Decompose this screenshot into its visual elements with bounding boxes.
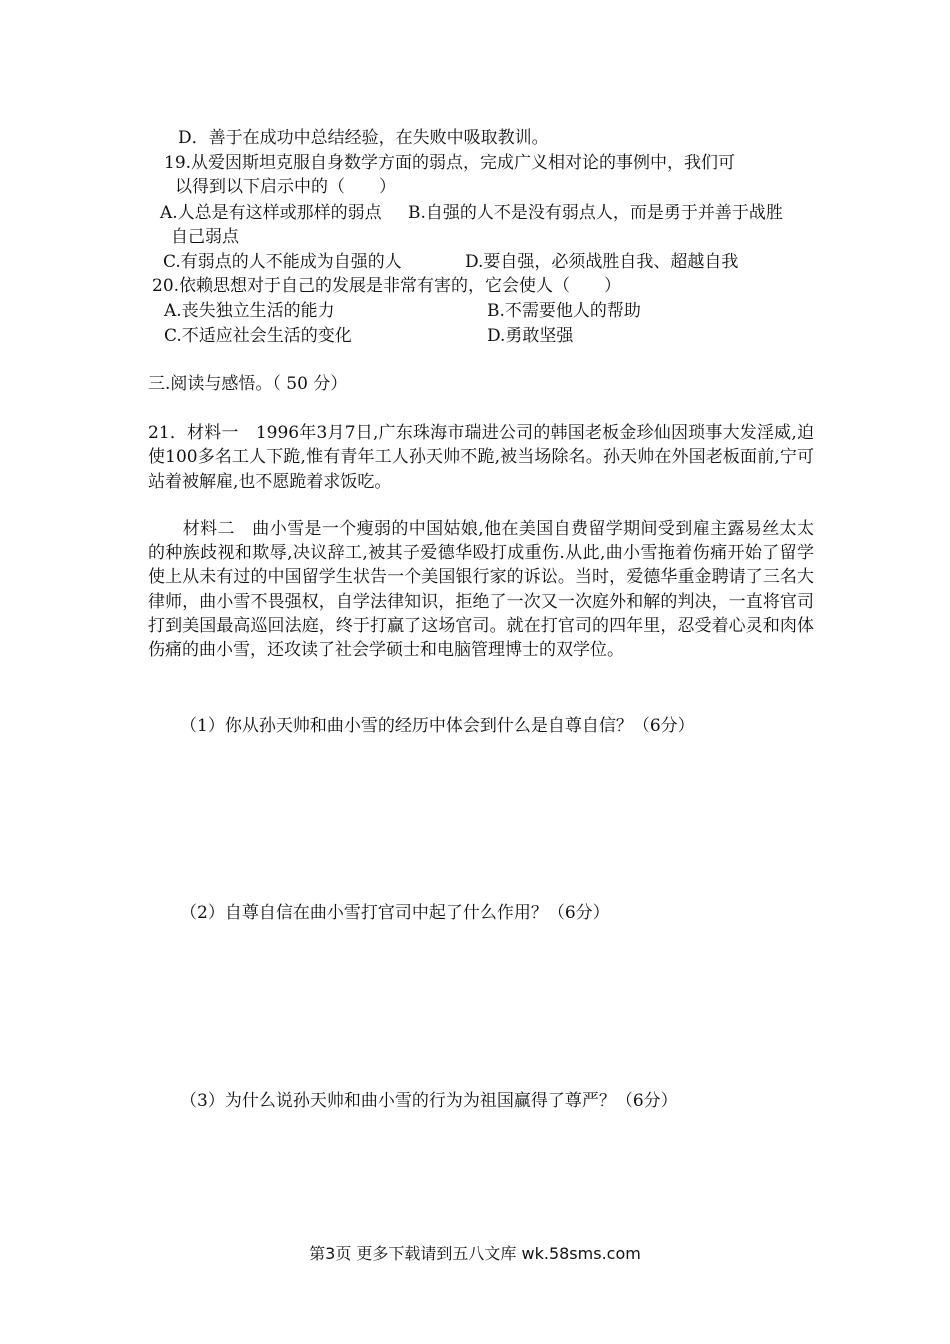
q20-option-b: B.不需要他人的帮助 [487,301,641,321]
q21-material2: 材料二 曲小雪是一个瘦弱的中国姑娘,他在美国自费留学期间受到雇主露易丝太太的种族歧视和欺辱,决议辞工,被其子爱德华殴打成重伤.从此,曲小雪拖着伤痛开始了留学使上从未有过的中国留学生状告一个美国银行家的诉讼。当时，爱德华重金聘请了三名大律师，曲小雪不畏强权，自学法律知识，拒绝了一次又一次庭外和解的判决，一直将官司打到美国最高巡回法庭，终于打赢了这场官司。就在打官司的四年里，忍受着心灵和肉体伤痛的曲小雪，还攻读了社会学硕士和电脑管理博士的双学位。 [148,519,814,661]
page-footer: 第3页 更多下载请到五八文库 wk.58sms.com [309,1244,641,1263]
q19-stem-line1: 19.从爱因斯坦克服自身数学方面的弱点，完成广义相对论的事例中，我们可 [164,153,736,173]
q21-material1: 21．材料一 1996年3月7日,广东珠海市瑞进公司的韩国老板金珍仙因琐事大发淫威,迫使100多名工人下跪,惟有青年工人孙天帅不跪,被当场除名。孙天帅在外国老板面前,宁可站着被解雇,也不愿跪着求饭吃。 [148,423,814,492]
q18-option-d: D．善于在成功中总结经验，在失败中吸取教训。 [178,128,549,148]
q19-stem-line2: 以得到以下启示中的（ ） [175,177,396,197]
q20-option-a: A.丧失独立生活的能力 [164,301,335,321]
q19-option-a: A.人总是有这样或那样的弱点 [160,203,382,223]
q21-subquestion-2: （2）自尊自信在曲小雪打官司中起了什么作用？（6分） [180,903,610,923]
section3-heading: 三.阅读与感悟。（ 50 分） [148,374,348,394]
q20-option-c: C.不适应社会生活的变化 [164,326,352,346]
q21-subquestion-3: （3）为什么说孙天帅和曲小雪的行为为祖国赢得了尊严？（6分） [180,1091,678,1111]
q20-stem: 20.依赖思想对于自己的发展是非常有害的，它会使人（ ） [152,276,622,296]
q19-option-b-line1: B.自强的人不是没有弱点人，而是勇于并善于战胜 [408,203,783,223]
q19-option-d: D.要自强，必须战胜自我、超越自我 [465,252,739,272]
q19-option-c: C.有弱点的人不能成为自强的人 [163,252,402,272]
q21-subquestion-1: （1）你从孙天帅和曲小雪的经历中体会到什么是自尊自信？（6分） [180,716,695,736]
q19-option-b-line2: 自己弱点 [171,227,239,247]
q20-option-d: D.勇敢坚强 [487,326,574,346]
